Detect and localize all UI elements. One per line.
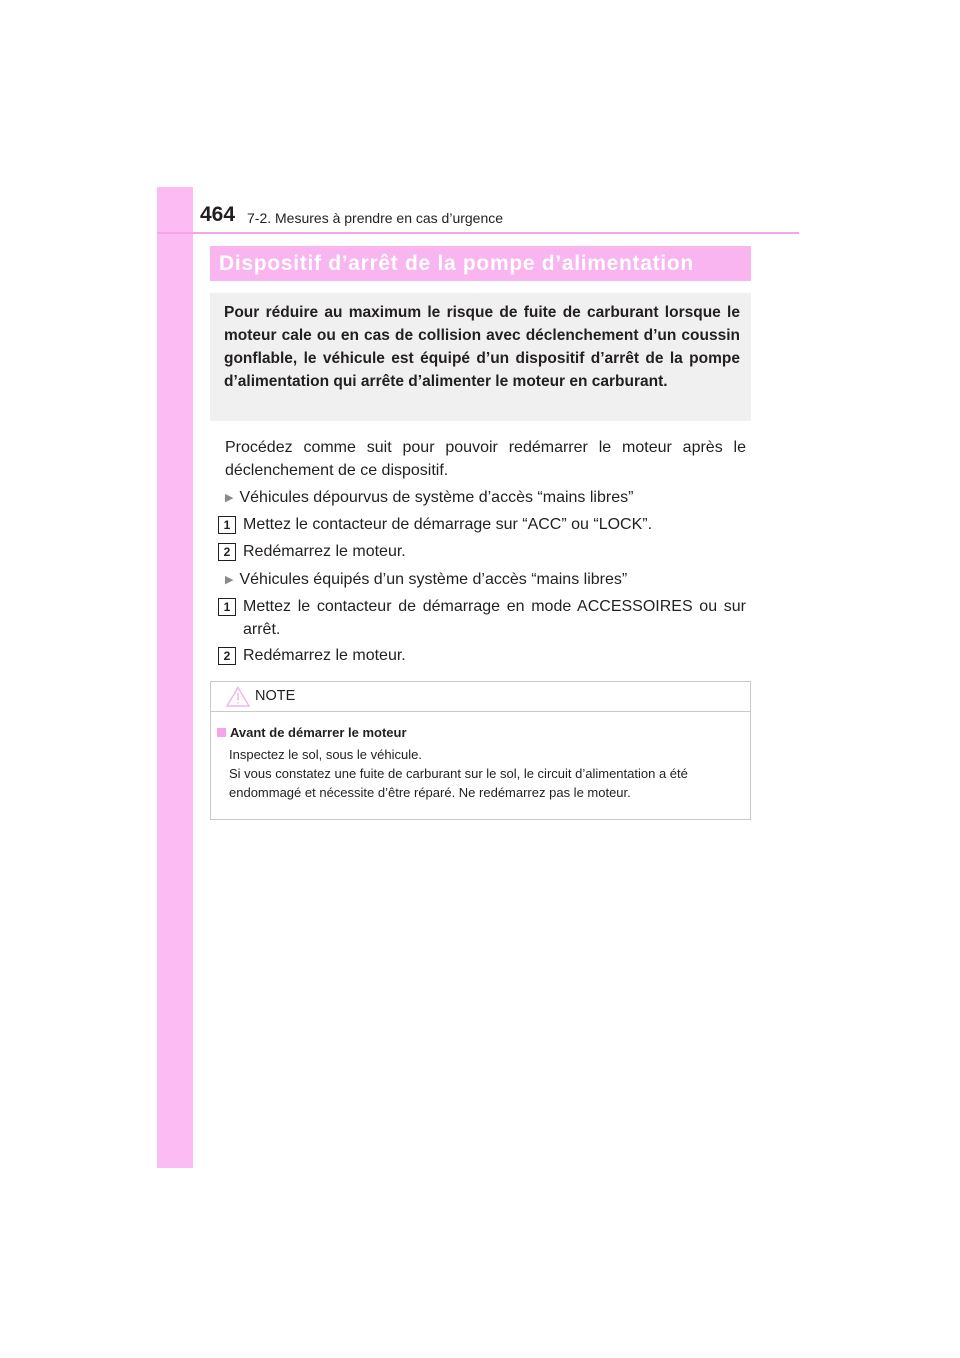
subheading-label: Véhicules dépourvus de système d’accès “mains libres”: [239, 489, 634, 506]
note-box: [210, 681, 751, 820]
triangle-bullet-icon: ▶: [225, 574, 234, 586]
step-number-badge: 2: [218, 647, 236, 665]
section-title: Dispositif d’arrêt de la pompe d’alimentation: [210, 246, 751, 281]
intro-box: [210, 293, 751, 421]
intro-text: Pour réduire au maximum le risque de fuite de carburant lorsque le moteur cale ou en cas de collision avec déclenchement d’un coussin gonflable, le véhicule est équipé d’un dispositif d’arrêt de la pompe d’alimentation qui arrête d’alimenter le moteur en carburant.: [224, 304, 740, 390]
step-number-badge: 1: [218, 516, 236, 534]
note-subheading-label: Avant de démarrer le moteur: [230, 725, 407, 740]
breadcrumb: 7-2. Mesures à prendre en cas d’urgence: [247, 210, 504, 226]
triangle-bullet-icon: ▶: [225, 492, 234, 504]
step-number-badge: 2: [218, 543, 236, 561]
note-line: Inspectez le sol, sous le véhicule.: [229, 747, 422, 762]
step-text: Mettez le contacteur de démarrage sur “ACC” ou “LOCK”.: [243, 516, 653, 533]
step-text: Redémarrez le moteur.: [243, 647, 406, 664]
note-body: [229, 745, 744, 802]
side-color-band: [157, 187, 193, 1168]
square-bullet-icon: [217, 728, 226, 737]
note-line: Si vous constatez une fuite de carburant sur le sol, le circuit d’alimentation a été endommagé et nécessite d’être réparé. Ne redémarrez pas le moteur.: [229, 766, 688, 800]
page-number: 464: [200, 203, 236, 226]
procedure-paragraph: Procédez comme suit pour pouvoir redémarrer le moteur après le déclenchement de ce dispositif.: [225, 439, 746, 479]
warning-triangle-icon: [226, 686, 250, 707]
step-text: Mettez le contacteur de démarrage en mode ACCESSOIRES ou sur arrêt.: [243, 598, 746, 638]
header-rule: [157, 232, 799, 234]
subheading-label: Véhicules équipés d’un système d’accès “mains libres”: [239, 571, 628, 588]
subheading-without-smart-key: [225, 486, 633, 510]
step-text: Redémarrez le moteur.: [243, 543, 406, 560]
subheading-with-smart-key: [225, 568, 627, 592]
note-subheading: [217, 725, 407, 740]
note-label: NOTE: [255, 688, 296, 704]
step-number-badge: 1: [218, 598, 236, 616]
note-header: [211, 682, 750, 712]
